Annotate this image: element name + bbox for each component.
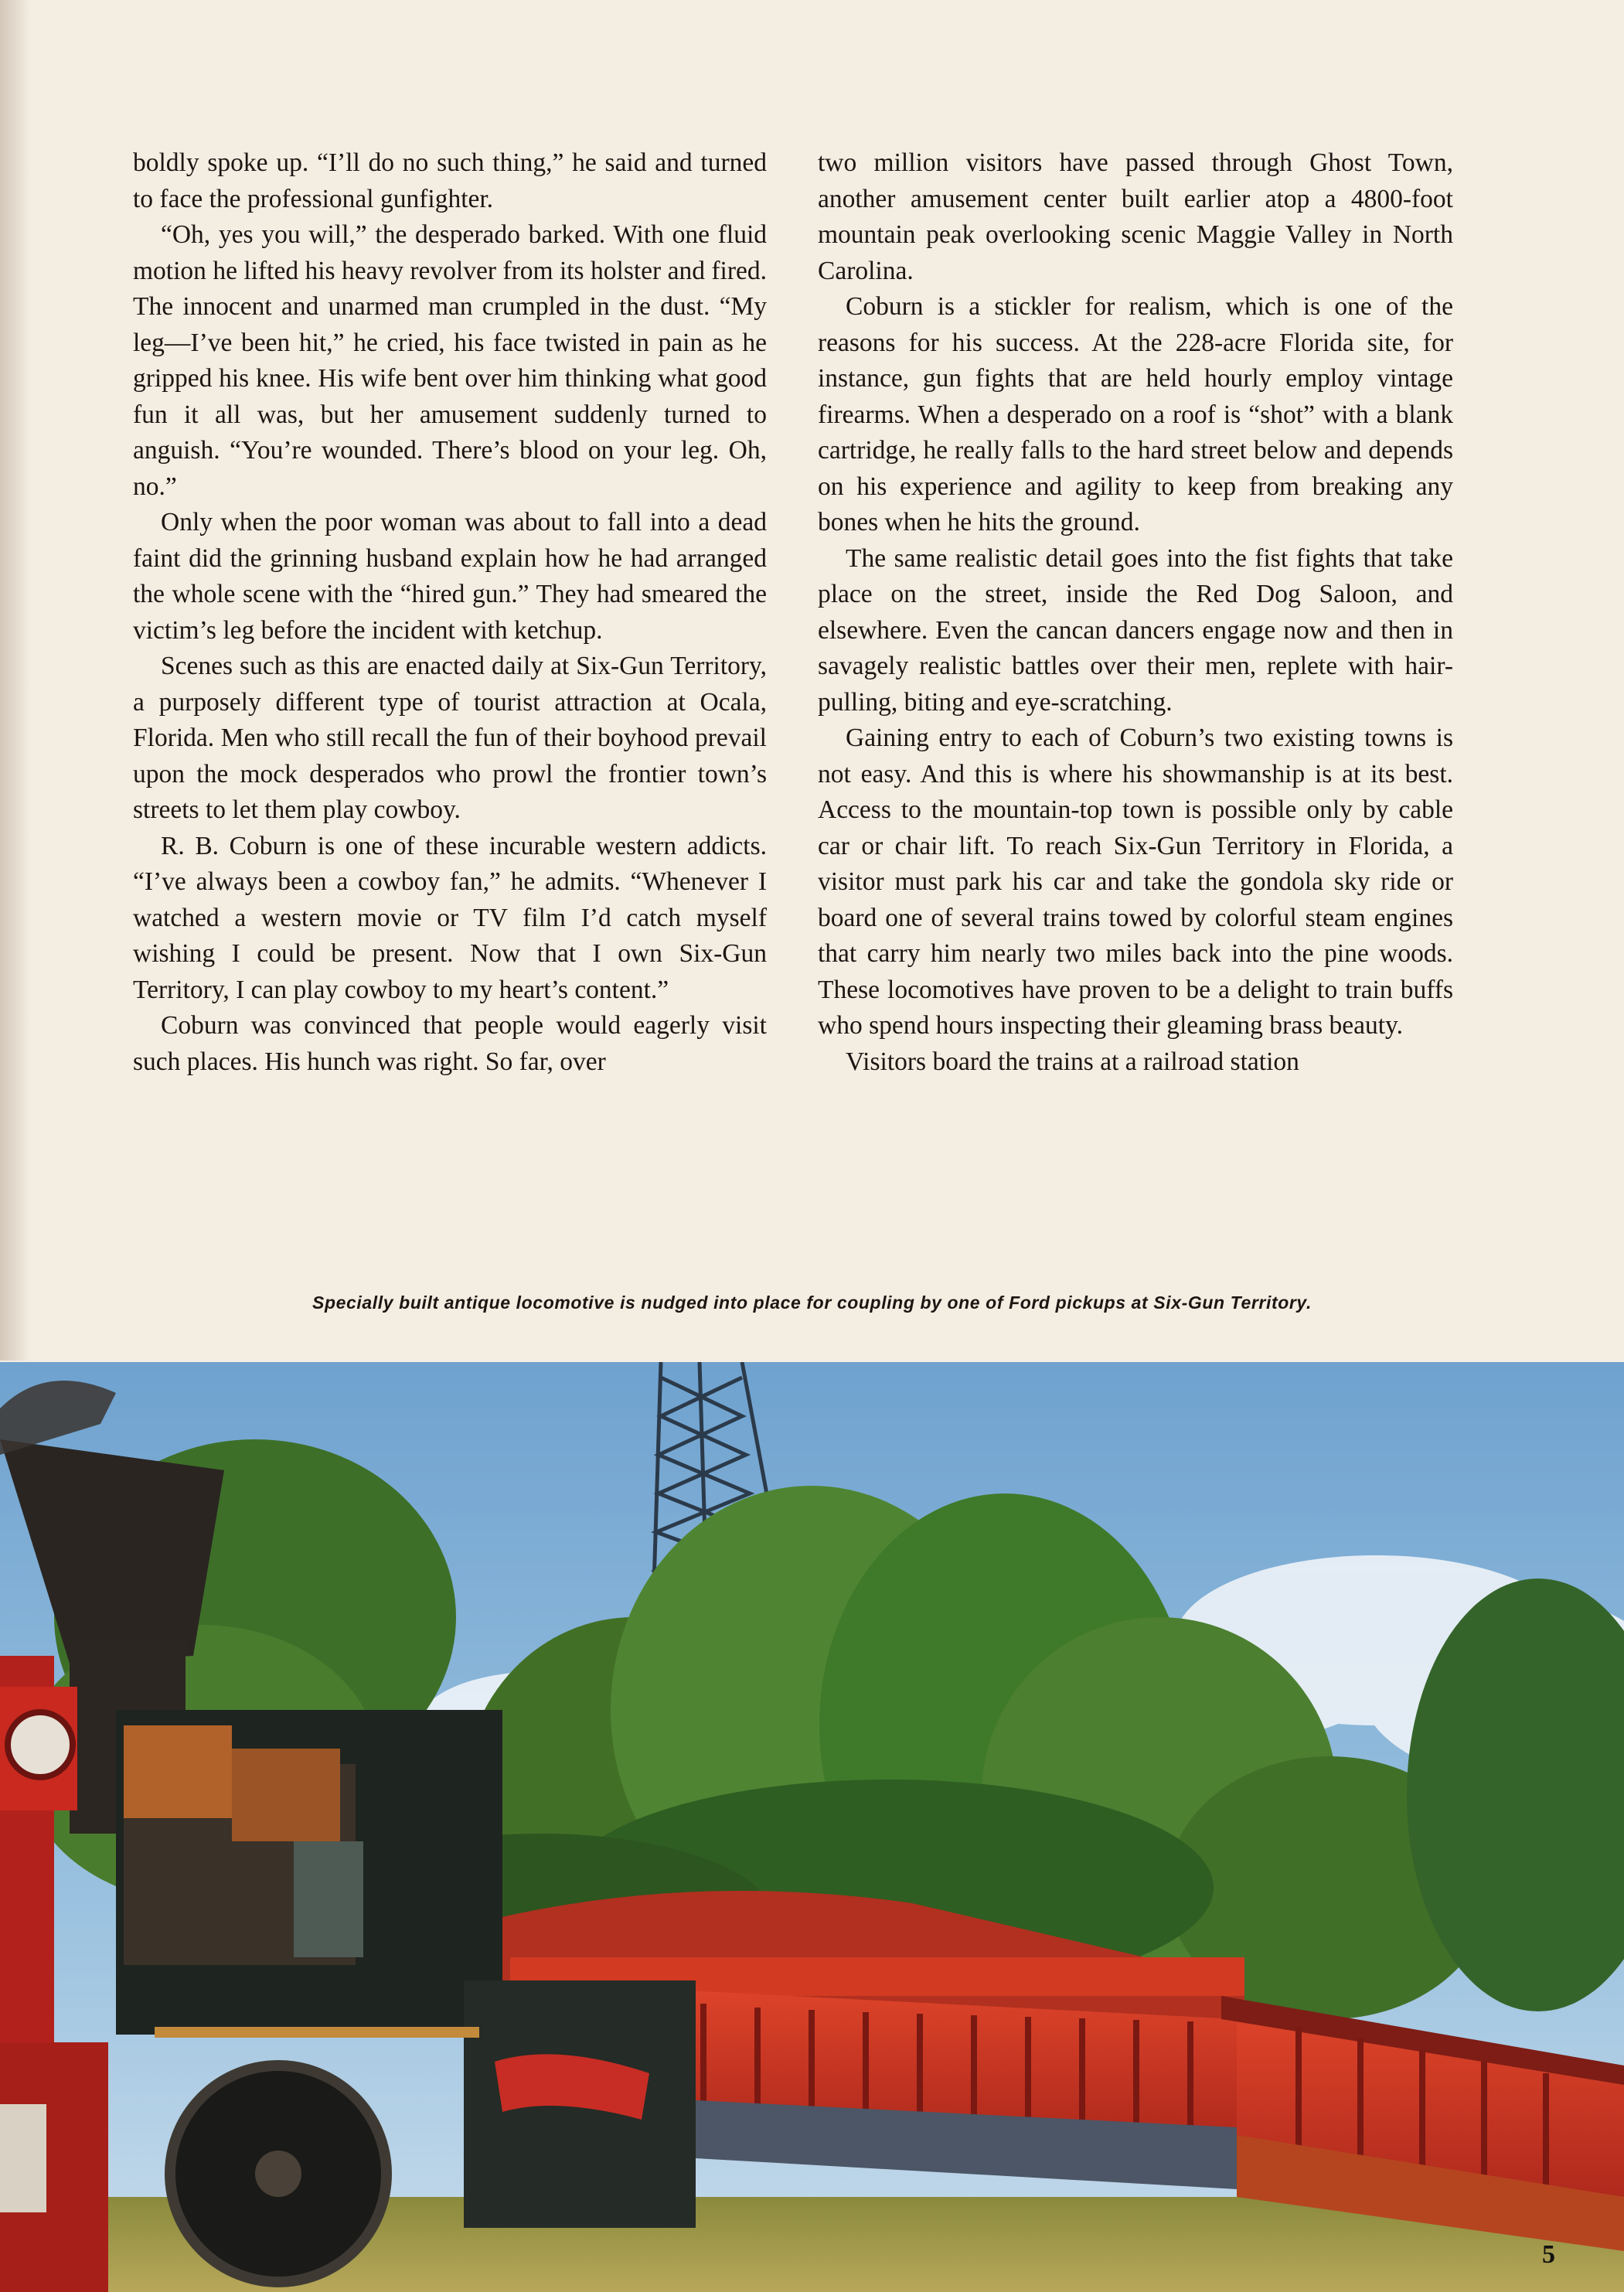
photo-caption: Specially built antique locomotive is nudged into place for coupling by one of Ford pickups at Six-Gun Territory. bbox=[312, 1292, 1312, 1313]
paragraph: “Oh, yes you will,” the desperado barked. With one fluid motion he lifted his heavy revolver from its holster and fired. The innocent and unarmed man crumpled in the dust. “My leg—I’ve been hit,” he cried, his face twisted in pain as he gripped his knee. His wife bent over him thinking what good fun it all was, but her amusement suddenly turned to anguish. “You’re wounded. There’s blood on your leg. Oh, no.” bbox=[133, 220, 767, 501]
paragraph: Coburn was convinced that people would eagerly visit such places. His hunch was right. So far, over bbox=[133, 1011, 767, 1076]
page-number: 5 bbox=[1542, 2240, 1555, 2269]
paragraph: Visitors board the trains at a railroad station bbox=[846, 1047, 1299, 1076]
right-text-column bbox=[818, 145, 1453, 1080]
paragraph: R. B. Coburn is one of these incurable western addicts. “I’ve always been a cowboy fan,” he admits. “Whenever I watched a western movie or TV film I’d catch myself wishing I could be present. Now that I own Six-Gun Territory, I can play cowboy to my heart’s content.” bbox=[133, 831, 767, 1004]
paragraph: Scenes such as this are enacted daily at Six-Gun Territory, a purposely different type of tourist attraction at Ocala, Florida. Men who still recall the fun of their boyhood prevail upon the mock desperados who prowl the frontier town’s streets to let them play cowboy. bbox=[133, 652, 767, 824]
paragraph: The same realistic detail goes into the fist fights that take place on the street, inside the Red Dog Saloon, and elsewhere. Even the cancan dancers engage now and then in savagely realistic battles over their men, replete with hair-pulling, biting and eye-scratching. bbox=[818, 543, 1453, 717]
paragraph: boldly spoke up. “I’ll do no such thing,” he said and turned to face the professional gunfighter. bbox=[133, 148, 767, 213]
paragraph: Gaining entry to each of Coburn’s two existing towns is not easy. And this is where his showmanship is at its best. Access to the mountain-top town is possible only by cable car or chair lift. To reach Six-Gun Territory in Florida, a visitor must park his car and take the gondola sky ride or board one of several trains towed by colorful steam engines that carry him nearly two miles back into the pine woods. These locomotives have proven to be a delight to train buffs who spend hours inspecting their gleaming brass beauty. bbox=[818, 724, 1453, 1040]
locomotive-photo bbox=[0, 1362, 1624, 2292]
paragraph: two million visitors have passed through Ghost Town, another amusement center built earlier atop a 4800-foot mountain peak overlooking scenic Maggie Valley in North Carolina. bbox=[818, 148, 1453, 285]
left-text-column bbox=[133, 145, 767, 1080]
paragraph: Coburn is a stickler for realism, which is one of the reasons for his success. At the 228-acre Florida site, for instance, gun fights that are held hourly employ vintage firearms. When a desperado on a roof is “shot” with a blank cartridge, he really falls to the hard street below and depends on his experience and agility to keep from breaking any bones when he hits the ground. bbox=[818, 292, 1453, 536]
paragraph: Only when the poor woman was about to fall into a dead faint did the grinning husband explain how he had arranged the whole scene with the “hired gun.” They had smeared the victim’s leg before the incident with ketchup. bbox=[133, 508, 767, 645]
page-gutter-shadow bbox=[0, 0, 31, 1361]
